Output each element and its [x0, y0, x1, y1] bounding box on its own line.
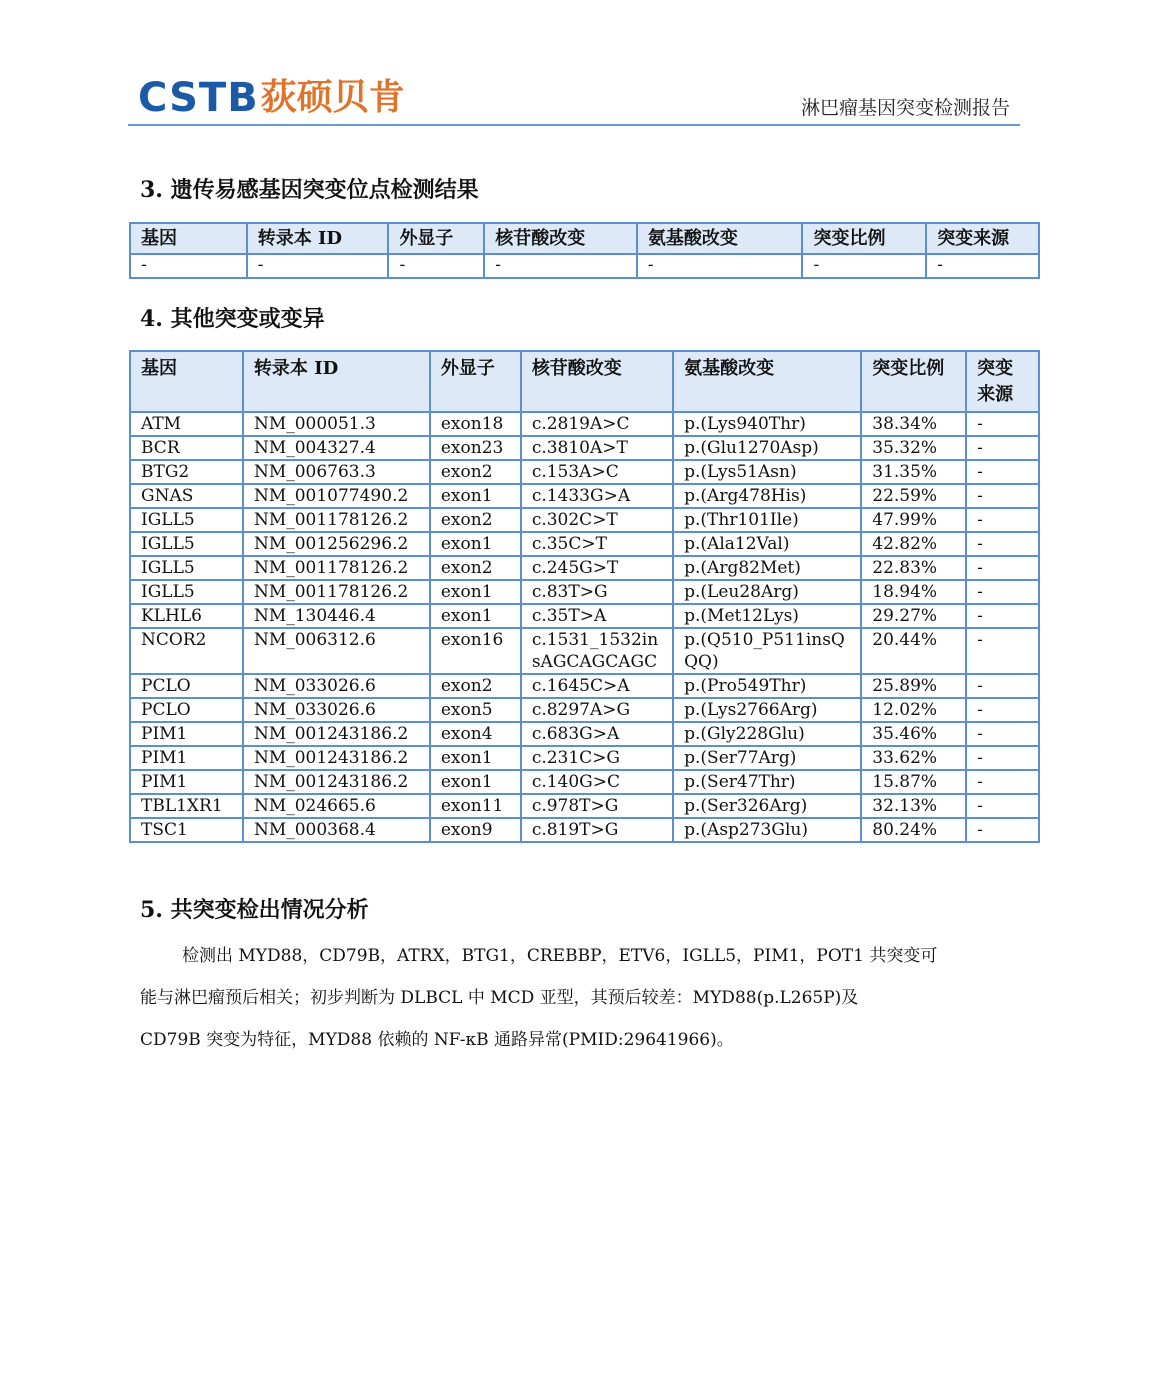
cell: TBL1XR1 [130, 794, 243, 818]
cell: exon1 [430, 532, 521, 556]
table-row [130, 722, 1039, 746]
cell: exon23 [430, 436, 521, 460]
cell: c.1531_1532insAGCAGCAGC [521, 628, 673, 674]
paragraph-line: 检测出 MYD88，CD79B，ATRX，BTG1，CREBBP，ETV6，IGLL5，PIM1，POT1 共突变可 [182, 946, 938, 966]
cell: NM_001178126.2 [243, 556, 430, 580]
cell: - [966, 794, 1039, 818]
cell: BTG2 [130, 460, 243, 484]
cell: exon11 [430, 794, 521, 818]
cell: - [966, 770, 1039, 794]
cell: c.140G>C [521, 770, 673, 794]
table-header-row [130, 223, 1039, 254]
cell: c.153A>C [521, 460, 673, 484]
cell: exon1 [430, 604, 521, 628]
cell: exon2 [430, 556, 521, 580]
cell: NM_006763.3 [243, 460, 430, 484]
logo-chinese-text: 荻硕贝肯 [260, 77, 405, 118]
cell: c.978T>G [521, 794, 673, 818]
col-ratio: 突变比例 [861, 351, 966, 412]
cell: KLHL6 [130, 604, 243, 628]
cell: p.(Leu28Arg) [673, 580, 861, 604]
cell: 42.82% [861, 532, 966, 556]
table-row [130, 436, 1039, 460]
cell: p.(Met12Lys) [673, 604, 861, 628]
cell: p.(Ser77Arg) [673, 746, 861, 770]
cell: 25.89% [861, 674, 966, 698]
cell: exon4 [430, 722, 521, 746]
cell: c.83T>G [521, 580, 673, 604]
cell: NM_000368.4 [243, 818, 430, 842]
cell: - [966, 436, 1039, 460]
cell: p.(Pro549Thr) [673, 674, 861, 698]
cell: exon1 [430, 746, 521, 770]
table-row [130, 412, 1039, 436]
table-row [130, 254, 1039, 278]
cell: exon5 [430, 698, 521, 722]
col-origin: 突变来源 [926, 223, 1039, 254]
logo-latin-text: CSTB [138, 75, 259, 121]
cell: p.(Gly228Glu) [673, 722, 861, 746]
other-variant-table [129, 350, 1040, 843]
cell: - [966, 532, 1039, 556]
report-title: 淋巴瘤基因突变检测报告 [800, 97, 1010, 119]
cell: - [130, 254, 247, 278]
cell: 47.99% [861, 508, 966, 532]
table-row [130, 580, 1039, 604]
cell: PIM1 [130, 746, 243, 770]
cell: BCR [130, 436, 243, 460]
cell: p.(Arg82Met) [673, 556, 861, 580]
cell: c.3810A>T [521, 436, 673, 460]
cell: p.(Thr101Ile) [673, 508, 861, 532]
cell: - [966, 674, 1039, 698]
cell: c.1433G>A [521, 484, 673, 508]
cell: exon1 [430, 580, 521, 604]
paragraph-line: 能与淋巴瘤预后相关；初步判断为 DLBCL 中 MCD 亚型，其预后较差：MYD88(p.L265P)及 [140, 988, 859, 1008]
cell: NM_004327.4 [243, 436, 430, 460]
col-exon: 外显子 [430, 351, 521, 412]
cell: NM_130446.4 [243, 604, 430, 628]
col-nucleotide: 核苷酸改变 [521, 351, 673, 412]
cell: 22.83% [861, 556, 966, 580]
cell: c.245G>T [521, 556, 673, 580]
col-origin: 突变来源 [966, 351, 1039, 412]
cell: NCOR2 [130, 628, 243, 674]
col-amino-acid: 氨基酸改变 [637, 223, 803, 254]
cell: PIM1 [130, 770, 243, 794]
paragraph-line: CD79B 突变为特征，MYD88 依赖的 NF-κB 通路异常(PMID:29641966)。 [140, 1030, 734, 1050]
cell: NM_024665.6 [243, 794, 430, 818]
cell: PIM1 [130, 722, 243, 746]
cell: NM_000051.3 [243, 412, 430, 436]
cell: p.(Arg478His) [673, 484, 861, 508]
table-row [130, 508, 1039, 532]
cell: c.8297A>G [521, 698, 673, 722]
col-amino-acid: 氨基酸改变 [673, 351, 861, 412]
section4-title: 4. 其他突变或变异 [140, 306, 325, 332]
cell: IGLL5 [130, 556, 243, 580]
cell: - [637, 254, 803, 278]
company-logo [138, 76, 405, 120]
col-gene: 基因 [130, 223, 247, 254]
cell: 32.13% [861, 794, 966, 818]
cell: GNAS [130, 484, 243, 508]
cell: 18.94% [861, 580, 966, 604]
cell: - [484, 254, 637, 278]
cell: NM_001243186.2 [243, 722, 430, 746]
table-row [130, 746, 1039, 770]
cell: exon18 [430, 412, 521, 436]
cell: 20.44% [861, 628, 966, 674]
cell: IGLL5 [130, 532, 243, 556]
cell: p.(Ala12Val) [673, 532, 861, 556]
cell: NM_001243186.2 [243, 770, 430, 794]
cell: c.819T>G [521, 818, 673, 842]
cell: p.(Asp273Glu) [673, 818, 861, 842]
cell: 35.32% [861, 436, 966, 460]
cell: exon2 [430, 460, 521, 484]
cell: NM_001243186.2 [243, 746, 430, 770]
cell: p.(Q510_P511insQQQ) [673, 628, 861, 674]
table-row [130, 698, 1039, 722]
cell: c.683G>A [521, 722, 673, 746]
cell: p.(Glu1270Asp) [673, 436, 861, 460]
cell: 38.34% [861, 412, 966, 436]
table-row [130, 794, 1039, 818]
cell: 29.27% [861, 604, 966, 628]
cell: 35.46% [861, 722, 966, 746]
table-row [130, 460, 1039, 484]
cell: - [802, 254, 926, 278]
cell: p.(Lys51Asn) [673, 460, 861, 484]
table-row [130, 604, 1039, 628]
cell: - [966, 604, 1039, 628]
cell: c.1645C>A [521, 674, 673, 698]
cell: - [966, 412, 1039, 436]
cell: exon2 [430, 508, 521, 532]
cell: - [966, 698, 1039, 722]
cell: NM_006312.6 [243, 628, 430, 674]
col-exon: 外显子 [388, 223, 484, 254]
cell: p.(Lys2766Arg) [673, 698, 861, 722]
germline-variant-table [129, 222, 1040, 279]
cell: TSC1 [130, 818, 243, 842]
cell: - [926, 254, 1039, 278]
cell: IGLL5 [130, 508, 243, 532]
cell: - [966, 460, 1039, 484]
cell: c.302C>T [521, 508, 673, 532]
table-row [130, 556, 1039, 580]
col-ratio: 突变比例 [802, 223, 926, 254]
cell: p.(Ser326Arg) [673, 794, 861, 818]
col-transcript: 转录本 ID [243, 351, 430, 412]
cell: 12.02% [861, 698, 966, 722]
cell: exon16 [430, 628, 521, 674]
table-row [130, 818, 1039, 842]
cell: c.231C>G [521, 746, 673, 770]
cell: ATM [130, 412, 243, 436]
table-row [130, 770, 1039, 794]
cell: c.2819A>C [521, 412, 673, 436]
col-nucleotide: 核苷酸改变 [484, 223, 637, 254]
cell: c.35T>A [521, 604, 673, 628]
cell: PCLO [130, 674, 243, 698]
cell: exon9 [430, 818, 521, 842]
cell: exon2 [430, 674, 521, 698]
cell: NM_001178126.2 [243, 580, 430, 604]
table-row [130, 628, 1039, 674]
col-transcript: 转录本 ID [247, 223, 389, 254]
cell: - [966, 818, 1039, 842]
cell: p.(Ser47Thr) [673, 770, 861, 794]
cell: - [247, 254, 389, 278]
cell: NM_033026.6 [243, 674, 430, 698]
cell: exon1 [430, 770, 521, 794]
cell: - [966, 722, 1039, 746]
table-row [130, 532, 1039, 556]
cell: 80.24% [861, 818, 966, 842]
cell: - [966, 628, 1039, 674]
table-header-row [130, 351, 1039, 412]
cell: IGLL5 [130, 580, 243, 604]
cell: p.(Lys940Thr) [673, 412, 861, 436]
cell: - [966, 484, 1039, 508]
analysis-paragraph [140, 935, 1030, 1061]
section5-title: 5. 共突变检出情况分析 [140, 897, 369, 923]
cell: 31.35% [861, 460, 966, 484]
section3-title: 3. 遗传易感基因突变位点检测结果 [140, 177, 479, 203]
col-gene: 基因 [130, 351, 243, 412]
table-row [130, 484, 1039, 508]
cell: 33.62% [861, 746, 966, 770]
cell: NM_033026.6 [243, 698, 430, 722]
page-header [128, 70, 1020, 126]
cell: c.35C>T [521, 532, 673, 556]
cell: - [966, 746, 1039, 770]
cell: 15.87% [861, 770, 966, 794]
cell: exon1 [430, 484, 521, 508]
cell: - [966, 580, 1039, 604]
table-row [130, 674, 1039, 698]
cell: NM_001178126.2 [243, 508, 430, 532]
cell: - [966, 508, 1039, 532]
cell: 22.59% [861, 484, 966, 508]
cell: - [966, 556, 1039, 580]
cell: - [388, 254, 484, 278]
cell: NM_001077490.2 [243, 484, 430, 508]
cell: PCLO [130, 698, 243, 722]
cell: NM_001256296.2 [243, 532, 430, 556]
